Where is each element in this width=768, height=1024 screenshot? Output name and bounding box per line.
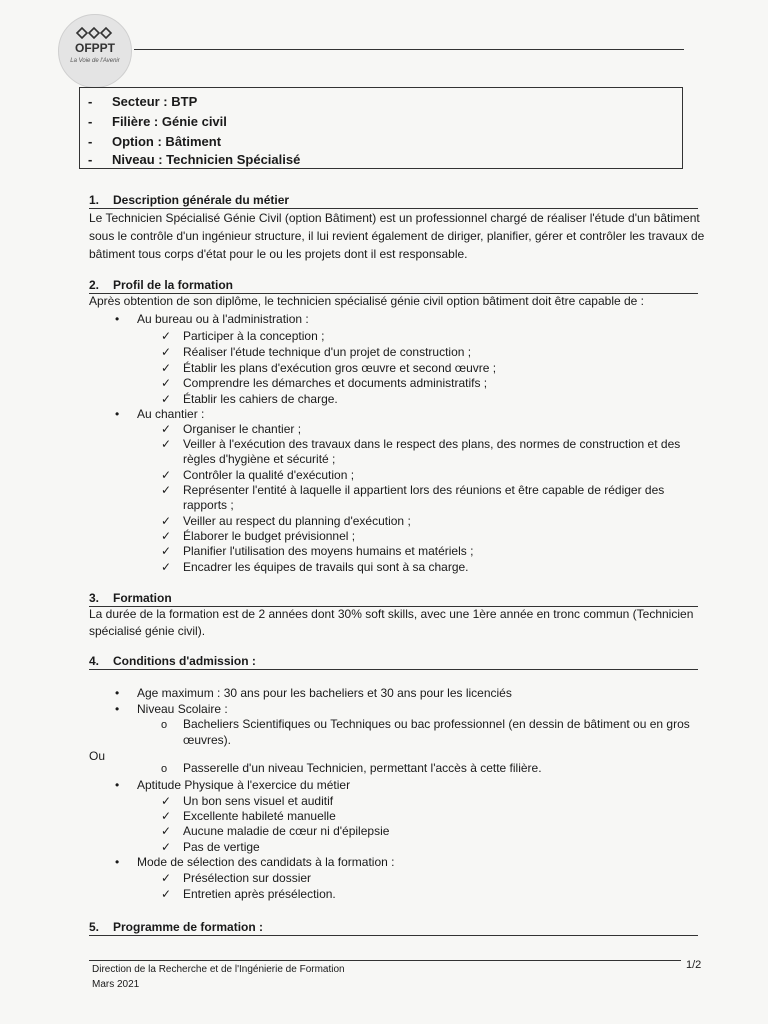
checkmark-icon: ✓: [161, 824, 172, 838]
footer-date: Mars 2021: [92, 979, 140, 990]
niveau-option-continued: œuvres).: [183, 733, 231, 747]
chantier-item: Organiser le chantier ;: [183, 422, 302, 436]
checkmark-icon: ✓: [161, 483, 172, 497]
age-requirement: Age maximum : 30 ans pour les bacheliers et 30 ans pour les licenciés: [137, 686, 512, 700]
bureau-item: Comprendre les démarches et documents administratifs ;: [183, 376, 488, 390]
bureau-item: Participer à la conception ;: [183, 329, 325, 343]
section-3-heading: 3. Formation: [89, 591, 172, 605]
bureau-label: Au bureau ou à l'administration :: [137, 312, 309, 326]
section-1-line: sous le contrôle d'un ingénieur structure, il lui revient également de diriger, planifier, gérer et contrôler les travaux de: [89, 229, 705, 243]
section-2-intro: Après obtention de son diplôme, le technicien spécialisé génie civil option bâtiment doit être capable de :: [89, 294, 645, 308]
checkmark-icon: ✓: [161, 329, 172, 343]
sector-line: - Secteur : BTP: [88, 94, 198, 109]
bullet-icon: •: [115, 312, 120, 326]
aptitude-item: Aucune maladie de cœur ni d'épilepsie: [183, 824, 390, 838]
logo-tagline: La Voie de l'Avenir: [70, 58, 120, 64]
section-5-rule: [89, 935, 698, 936]
chantier-item: Planifier l'utilisation des moyens humains et matériels ;: [183, 544, 474, 558]
page-number: 1/2: [686, 959, 702, 971]
checkmark-icon: ✓: [161, 361, 172, 375]
checkmark-icon: ✓: [161, 560, 172, 574]
checkmark-icon: ✓: [161, 376, 172, 390]
niveau-line: - Niveau : Technicien Spécialisé: [88, 152, 301, 167]
section-2-heading: 2. Profil de la formation: [89, 278, 234, 292]
chantier-item: Élaborer le budget prévisionnel ;: [183, 529, 356, 543]
aptitude-item: Un bon sens visuel et auditif: [183, 794, 334, 808]
ofppt-logo: [58, 14, 132, 88]
sector-box: [79, 87, 683, 169]
ou-label: Ou: [89, 749, 106, 763]
section-1-line: Le Technicien Spécialisé Génie Civil (option Bâtiment) est un professionnel chargé de réaliser l'étude d'un bâtiment: [89, 211, 700, 225]
bureau-item: Réaliser l'étude technique d'un projet de construction ;: [183, 345, 472, 359]
niveau-option: Bacheliers Scientifiques ou Techniques ou bac professionnel (en dessin de bâtiment ou en gros: [183, 717, 690, 731]
checkmark-icon: ✓: [161, 392, 172, 406]
footer-rule: [89, 960, 681, 961]
circle-bullet-icon: o: [161, 763, 168, 775]
chantier-item-continued: rapports ;: [183, 498, 234, 512]
chantier-item: Veiller à l'exécution des travaux dans le respect des plans, des normes de construction et des: [183, 437, 681, 451]
checkmark-icon: ✓: [161, 514, 172, 528]
mode-label: Mode de sélection des candidats à la formation :: [137, 855, 395, 869]
checkmark-icon: ✓: [161, 422, 172, 436]
logo-text: OFPPT: [74, 41, 115, 55]
bullet-icon: •: [115, 702, 120, 716]
chantier-item: Contrôler la qualité d'exécution ;: [183, 468, 355, 482]
checkmark-icon: ✓: [161, 794, 172, 808]
circle-bullet-icon: o: [161, 719, 168, 731]
chantier-label: Au chantier :: [137, 407, 205, 421]
section-4-heading: 4. Conditions d'admission :: [89, 654, 256, 668]
chantier-item: Représenter l'entité à laquelle il appartient lors des réunions et être capable de rédiger des: [183, 483, 665, 497]
option-line: - Option : Bâtiment: [88, 134, 222, 149]
checkmark-icon: ✓: [161, 871, 172, 885]
checkmark-icon: ✓: [161, 345, 172, 359]
logo-emblem-icon: [75, 27, 115, 39]
bullet-icon: •: [115, 686, 120, 700]
section-4-rule: [89, 669, 698, 670]
niveau-label: Niveau Scolaire :: [137, 702, 228, 716]
checkmark-icon: ✓: [161, 887, 172, 901]
niveau-option: Passerelle d'un niveau Technicien, permettant l'accès à cette filière.: [183, 761, 542, 775]
aptitude-item: Pas de vertige: [183, 840, 260, 854]
mode-item: Présélection sur dossier: [183, 871, 312, 885]
aptitude-item: Excellente habileté manuelle: [183, 809, 336, 823]
checkmark-icon: ✓: [161, 544, 172, 558]
chantier-item-continued: règles d'hygiène et sécurité ;: [183, 452, 336, 466]
footer-department: Direction de la Recherche et de l'Ingénierie de Formation: [92, 964, 345, 975]
header-rule: [134, 49, 684, 50]
checkmark-icon: ✓: [161, 529, 172, 543]
section-3-line: La durée de la formation est de 2 années dont 30% soft skills, avec une 1ère année en tronc commun (Technicien: [89, 607, 694, 621]
checkmark-icon: ✓: [161, 809, 172, 823]
aptitude-label: Aptitude Physique à l'exercice du métier: [137, 778, 351, 792]
section-1-rule: [89, 208, 698, 209]
mode-item: Entretien après présélection.: [183, 887, 336, 901]
bureau-item: Établir les plans d'exécution gros œuvre et second œuvre ;: [183, 361, 497, 375]
checkmark-icon: ✓: [161, 437, 172, 451]
bureau-item: Établir les cahiers de charge.: [183, 392, 338, 406]
section-1-heading: 1. Description générale du métier: [89, 193, 290, 207]
chantier-item: Veiller au respect du planning d'exécution ;: [183, 514, 411, 528]
bullet-icon: •: [115, 855, 120, 869]
bullet-icon: •: [115, 407, 120, 421]
chantier-item: Encadrer les équipes de travails qui sont à sa charge.: [183, 560, 469, 574]
filiere-line: - Filière : Génie civil: [88, 114, 227, 129]
bullet-icon: •: [115, 778, 120, 792]
section-3-line: spécialisé génie civil).: [89, 624, 206, 638]
section-5-heading: 5. Programme de formation :: [89, 920, 264, 934]
section-1-line: bâtiment tous corps d'état pour le ou les projets dont il est responsable.: [89, 247, 468, 261]
checkmark-icon: ✓: [161, 468, 172, 482]
checkmark-icon: ✓: [161, 840, 172, 854]
